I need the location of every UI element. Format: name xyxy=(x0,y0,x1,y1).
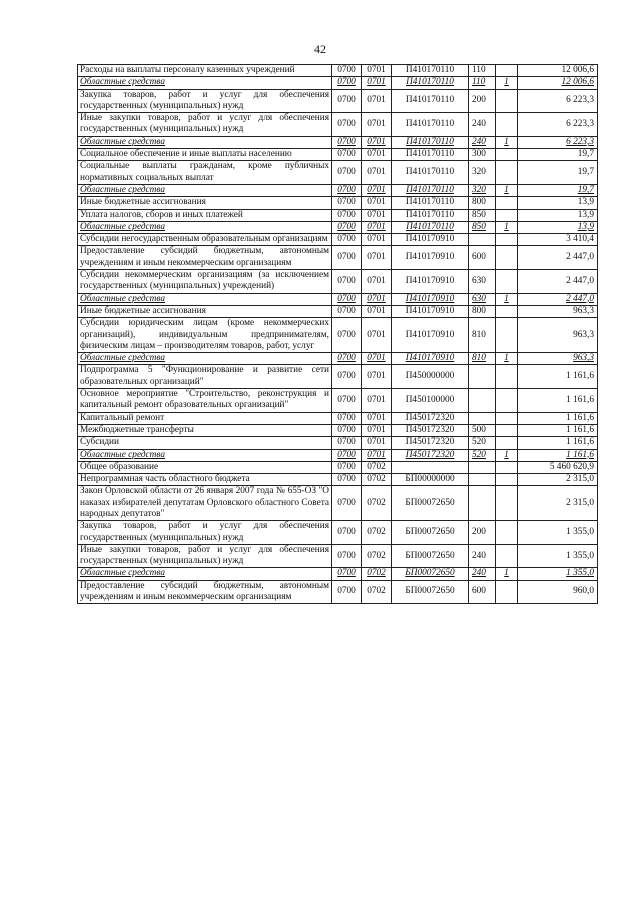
source-cell xyxy=(496,318,518,353)
expense-type-cell xyxy=(469,486,496,521)
expense-type-cell: 240 xyxy=(469,544,496,568)
section-code-cell: 0700 xyxy=(332,365,362,389)
expense-type-cell: 800 xyxy=(469,197,496,209)
source-cell xyxy=(496,474,518,486)
table-row xyxy=(78,221,598,233)
table-row xyxy=(78,365,598,389)
subsection-code-cell: 0701 xyxy=(362,449,392,461)
amount-cell: 963,3 xyxy=(518,353,598,365)
amount-cell: 13,9 xyxy=(518,197,598,209)
source-cell xyxy=(496,209,518,221)
target-article-cell: П410170110 xyxy=(392,197,469,209)
section-code-cell: 0700 xyxy=(332,449,362,461)
row-name-cell: Областные средства xyxy=(78,568,332,580)
subsection-code-cell: 0702 xyxy=(362,568,392,580)
row-name-cell: Областные средства xyxy=(78,184,332,196)
section-code-cell: 0700 xyxy=(332,197,362,209)
section-code-cell: 0700 xyxy=(332,544,362,568)
expense-type-cell: 850 xyxy=(469,221,496,233)
section-code-cell: 0700 xyxy=(332,568,362,580)
row-name-cell: Расходы на выплаты персоналу казенных учреждений xyxy=(78,65,332,77)
row-name-cell: Иные закупки товаров, работ и услуг для обеспечения государственных (муниципальных) нужд xyxy=(78,113,332,137)
expense-type-cell xyxy=(469,389,496,413)
table-row xyxy=(78,568,598,580)
source-cell xyxy=(496,486,518,521)
table-row xyxy=(78,461,598,473)
amount-cell: 6 223,3 xyxy=(518,89,598,113)
expense-type-cell xyxy=(469,461,496,473)
expense-type-cell: 110 xyxy=(469,65,496,77)
amount-cell: 12 006,6 xyxy=(518,77,598,89)
target-article-cell: П450100000 xyxy=(392,389,469,413)
source-cell xyxy=(496,437,518,449)
section-code-cell: 0700 xyxy=(332,580,362,604)
source-cell xyxy=(496,412,518,424)
target-article-cell: П410170110 xyxy=(392,161,469,185)
section-code-cell: 0700 xyxy=(332,437,362,449)
source-cell: 1 xyxy=(496,293,518,305)
target-article-cell: П410170110 xyxy=(392,65,469,77)
amount-cell: 19,7 xyxy=(518,149,598,161)
expense-type-cell xyxy=(469,474,496,486)
expense-type-cell: 850 xyxy=(469,209,496,221)
expense-type-cell: 600 xyxy=(469,246,496,270)
expense-type-cell: 600 xyxy=(469,580,496,604)
subsection-code-cell: 0702 xyxy=(362,544,392,568)
source-cell: 1 xyxy=(496,184,518,196)
row-name-cell: Областные средства xyxy=(78,449,332,461)
amount-cell: 13,9 xyxy=(518,209,598,221)
target-article-cell: П410170110 xyxy=(392,77,469,89)
amount-cell: 19,7 xyxy=(518,184,598,196)
target-article-cell: П410170110 xyxy=(392,221,469,233)
row-name-cell: Закупка товаров, работ и услуг для обеспечения государственных (муниципальных) нужд xyxy=(78,521,332,545)
section-code-cell: 0700 xyxy=(332,412,362,424)
subsection-code-cell: 0701 xyxy=(362,293,392,305)
subsection-code-cell: 0701 xyxy=(362,149,392,161)
target-article-cell: П450172320 xyxy=(392,449,469,461)
subsection-code-cell: 0701 xyxy=(362,412,392,424)
subsection-code-cell: 0702 xyxy=(362,521,392,545)
subsection-code-cell: 0701 xyxy=(362,270,392,294)
section-code-cell: 0700 xyxy=(332,65,362,77)
subsection-code-cell: 0701 xyxy=(362,318,392,353)
subsection-code-cell: 0701 xyxy=(362,89,392,113)
target-article-cell: П410170110 xyxy=(392,184,469,196)
subsection-code-cell: 0701 xyxy=(362,437,392,449)
section-code-cell: 0700 xyxy=(332,389,362,413)
source-cell xyxy=(496,234,518,246)
source-cell xyxy=(496,389,518,413)
row-name-cell: Капитальный ремонт xyxy=(78,412,332,424)
table-row xyxy=(78,136,598,148)
expense-type-cell: 240 xyxy=(469,136,496,148)
section-code-cell: 0700 xyxy=(332,221,362,233)
amount-cell: 963,3 xyxy=(518,305,598,317)
amount-cell: 6 223,3 xyxy=(518,136,598,148)
expense-type-cell xyxy=(469,412,496,424)
subsection-code-cell: 0701 xyxy=(362,161,392,185)
amount-cell: 963,3 xyxy=(518,318,598,353)
target-article-cell: П410170910 xyxy=(392,234,469,246)
row-name-cell: Субсидии негосударственным образовательным организациям xyxy=(78,234,332,246)
section-code-cell: 0700 xyxy=(332,461,362,473)
section-code-cell: 0700 xyxy=(332,136,362,148)
table-row xyxy=(78,389,598,413)
amount-cell: 12 006,6 xyxy=(518,65,598,77)
table-row xyxy=(78,197,598,209)
table-row xyxy=(78,77,598,89)
subsection-code-cell: 0701 xyxy=(362,365,392,389)
row-name-cell: Закупка товаров, работ и услуг для обеспечения государственных (муниципальных) нужд xyxy=(78,89,332,113)
row-name-cell: Предоставление субсидий бюджетным, автономным учреждениям и иным некоммерческим организациям xyxy=(78,580,332,604)
source-cell xyxy=(496,270,518,294)
table-row xyxy=(78,234,598,246)
target-article-cell: П410170110 xyxy=(392,149,469,161)
subsection-code-cell: 0702 xyxy=(362,486,392,521)
table-row xyxy=(78,353,598,365)
table-row xyxy=(78,209,598,221)
section-code-cell: 0700 xyxy=(332,209,362,221)
table-row xyxy=(78,449,598,461)
expense-type-cell: 810 xyxy=(469,353,496,365)
row-name-cell: Субсидии некоммерческим организациям (за исключением государственных (муниципальных) учреждений) xyxy=(78,270,332,294)
subsection-code-cell: 0701 xyxy=(362,353,392,365)
row-name-cell: Основное мероприятие "Строительство, реконструкция и капитальный ремонт образовательных организаций" xyxy=(78,389,332,413)
section-code-cell: 0700 xyxy=(332,353,362,365)
table-row xyxy=(78,486,598,521)
amount-cell: 1 355,0 xyxy=(518,521,598,545)
table-row xyxy=(78,65,598,77)
subsection-code-cell: 0701 xyxy=(362,184,392,196)
target-article-cell: П450172320 xyxy=(392,424,469,436)
target-article-cell: БП00072650 xyxy=(392,568,469,580)
expense-type-cell: 240 xyxy=(469,113,496,137)
row-name-cell: Подпрограмма 5 "Функционирование и развитие сети образовательных организаций" xyxy=(78,365,332,389)
expense-type-cell: 300 xyxy=(469,149,496,161)
amount-cell: 1 161,6 xyxy=(518,389,598,413)
amount-cell: 2 315,0 xyxy=(518,474,598,486)
subsection-code-cell: 0701 xyxy=(362,197,392,209)
amount-cell: 3 410,4 xyxy=(518,234,598,246)
budget-table xyxy=(77,64,598,604)
subsection-code-cell: 0701 xyxy=(362,77,392,89)
row-name-cell: Иные закупки товаров, работ и услуг для обеспечения государственных (муниципальных) нужд xyxy=(78,544,332,568)
source-cell xyxy=(496,161,518,185)
source-cell: 1 xyxy=(496,353,518,365)
target-article-cell: П450172320 xyxy=(392,437,469,449)
subsection-code-cell: 0701 xyxy=(362,113,392,137)
row-name-cell: Общее образование xyxy=(78,461,332,473)
row-name-cell: Областные средства xyxy=(78,136,332,148)
target-article-cell xyxy=(392,461,469,473)
section-code-cell: 0700 xyxy=(332,521,362,545)
row-name-cell: Предоставление субсидий бюджетным, автономным учреждениям и иным некоммерческим организациям xyxy=(78,246,332,270)
amount-cell: 960,0 xyxy=(518,580,598,604)
source-cell: 1 xyxy=(496,77,518,89)
amount-cell: 1 161,6 xyxy=(518,412,598,424)
amount-cell: 2 447,0 xyxy=(518,270,598,294)
source-cell xyxy=(496,580,518,604)
subsection-code-cell: 0701 xyxy=(362,424,392,436)
table-row xyxy=(78,521,598,545)
section-code-cell: 0700 xyxy=(332,89,362,113)
table-row xyxy=(78,437,598,449)
table-row xyxy=(78,318,598,353)
amount-cell: 19,7 xyxy=(518,161,598,185)
source-cell xyxy=(496,89,518,113)
source-cell xyxy=(496,113,518,137)
expense-type-cell: 200 xyxy=(469,89,496,113)
target-article-cell: П410170110 xyxy=(392,89,469,113)
row-name-cell: Непрограммная часть областного бюджета xyxy=(78,474,332,486)
row-name-cell: Закон Орловской области от 26 января 2007 года № 655-ОЗ "О наказах избирателей депутатам Орловского областного Совета народных депутатов" xyxy=(78,486,332,521)
row-name-cell: Социальные выплаты гражданам, кроме публичных нормативных социальных выплат xyxy=(78,161,332,185)
target-article-cell: П410170910 xyxy=(392,353,469,365)
table-row xyxy=(78,580,598,604)
section-code-cell: 0700 xyxy=(332,474,362,486)
section-code-cell: 0700 xyxy=(332,77,362,89)
target-article-cell: П450000000 xyxy=(392,365,469,389)
target-article-cell: П450172320 xyxy=(392,412,469,424)
target-article-cell: П410170910 xyxy=(392,293,469,305)
budget-table-body xyxy=(78,65,598,604)
expense-type-cell: 320 xyxy=(469,161,496,185)
row-name-cell: Областные средства xyxy=(78,353,332,365)
expense-type-cell: 630 xyxy=(469,270,496,294)
source-cell xyxy=(496,521,518,545)
amount-cell: 1 161,6 xyxy=(518,365,598,389)
source-cell: 1 xyxy=(496,568,518,580)
table-row xyxy=(78,544,598,568)
amount-cell: 1 161,6 xyxy=(518,424,598,436)
section-code-cell: 0700 xyxy=(332,486,362,521)
subsection-code-cell: 0701 xyxy=(362,65,392,77)
row-name-cell: Социальное обеспечение и иные выплаты населению xyxy=(78,149,332,161)
amount-cell: 13,9 xyxy=(518,221,598,233)
table-row xyxy=(78,424,598,436)
target-article-cell: П410170110 xyxy=(392,209,469,221)
source-cell: 1 xyxy=(496,449,518,461)
target-article-cell: П410170110 xyxy=(392,136,469,148)
source-cell: 1 xyxy=(496,221,518,233)
section-code-cell: 0700 xyxy=(332,305,362,317)
section-code-cell: 0700 xyxy=(332,161,362,185)
source-cell xyxy=(496,544,518,568)
source-cell xyxy=(496,424,518,436)
section-code-cell: 0700 xyxy=(332,149,362,161)
subsection-code-cell: 0702 xyxy=(362,580,392,604)
table-row xyxy=(78,149,598,161)
target-article-cell: БП00072650 xyxy=(392,544,469,568)
target-article-cell: П410170910 xyxy=(392,305,469,317)
expense-type-cell xyxy=(469,365,496,389)
section-code-cell: 0700 xyxy=(332,318,362,353)
source-cell xyxy=(496,197,518,209)
table-row xyxy=(78,412,598,424)
row-name-cell: Иные бюджетные ассигнования xyxy=(78,197,332,209)
source-cell xyxy=(496,365,518,389)
row-name-cell: Субсидии xyxy=(78,437,332,449)
section-code-cell: 0700 xyxy=(332,234,362,246)
source-cell: 1 xyxy=(496,136,518,148)
expense-type-cell: 240 xyxy=(469,568,496,580)
expense-type-cell xyxy=(469,234,496,246)
table-row xyxy=(78,305,598,317)
expense-type-cell: 520 xyxy=(469,437,496,449)
source-cell xyxy=(496,461,518,473)
table-row xyxy=(78,293,598,305)
source-cell xyxy=(496,305,518,317)
expense-type-cell: 630 xyxy=(469,293,496,305)
subsection-code-cell: 0701 xyxy=(362,246,392,270)
expense-type-cell: 200 xyxy=(469,521,496,545)
subsection-code-cell: 0701 xyxy=(362,221,392,233)
subsection-code-cell: 0701 xyxy=(362,389,392,413)
row-name-cell: Иные бюджетные ассигнования xyxy=(78,305,332,317)
source-cell xyxy=(496,246,518,270)
expense-type-cell: 320 xyxy=(469,184,496,196)
amount-cell: 1 355,0 xyxy=(518,568,598,580)
row-name-cell: Межбюджетные трансферты xyxy=(78,424,332,436)
expense-type-cell: 500 xyxy=(469,424,496,436)
amount-cell: 2 315,0 xyxy=(518,486,598,521)
section-code-cell: 0700 xyxy=(332,184,362,196)
section-code-cell: 0700 xyxy=(332,113,362,137)
source-cell xyxy=(496,65,518,77)
amount-cell: 1 161,6 xyxy=(518,437,598,449)
target-article-cell: П410170910 xyxy=(392,318,469,353)
section-code-cell: 0700 xyxy=(332,424,362,436)
section-code-cell: 0700 xyxy=(332,246,362,270)
row-name-cell: Уплата налогов, сборов и иных платежей xyxy=(78,209,332,221)
expense-type-cell: 520 xyxy=(469,449,496,461)
target-article-cell: П410170910 xyxy=(392,246,469,270)
amount-cell: 2 447,0 xyxy=(518,246,598,270)
table-row xyxy=(78,246,598,270)
amount-cell: 2 447,0 xyxy=(518,293,598,305)
expense-type-cell: 800 xyxy=(469,305,496,317)
subsection-code-cell: 0702 xyxy=(362,461,392,473)
table-row xyxy=(78,161,598,185)
subsection-code-cell: 0701 xyxy=(362,209,392,221)
table-row xyxy=(78,184,598,196)
target-article-cell: П410170910 xyxy=(392,270,469,294)
row-name-cell: Областные средства xyxy=(78,221,332,233)
amount-cell: 1 355,0 xyxy=(518,544,598,568)
source-cell xyxy=(496,149,518,161)
subsection-code-cell: 0701 xyxy=(362,305,392,317)
row-name-cell: Субсидии юридическим лицам (кроме некоммерческих организаций), индивидуальным предпринимателям, физическим лицам – производителям товаров, работ, услуг xyxy=(78,318,332,353)
amount-cell: 1 161,6 xyxy=(518,449,598,461)
amount-cell: 6 223,3 xyxy=(518,113,598,137)
section-code-cell: 0700 xyxy=(332,270,362,294)
table-row xyxy=(78,113,598,137)
expense-type-cell: 110 xyxy=(469,77,496,89)
target-article-cell: БП00072650 xyxy=(392,486,469,521)
target-article-cell: БП00000000 xyxy=(392,474,469,486)
subsection-code-cell: 0702 xyxy=(362,474,392,486)
table-row xyxy=(78,89,598,113)
table-row xyxy=(78,474,598,486)
target-article-cell: БП00072650 xyxy=(392,521,469,545)
row-name-cell: Областные средства xyxy=(78,77,332,89)
subsection-code-cell: 0701 xyxy=(362,136,392,148)
amount-cell: 5 460 620,9 xyxy=(518,461,598,473)
expense-type-cell: 810 xyxy=(469,318,496,353)
subsection-code-cell: 0701 xyxy=(362,234,392,246)
row-name-cell: Областные средства xyxy=(78,293,332,305)
section-code-cell: 0700 xyxy=(332,293,362,305)
target-article-cell: П410170110 xyxy=(392,113,469,137)
target-article-cell: БП00072650 xyxy=(392,580,469,604)
table-row xyxy=(78,270,598,294)
page-number: 42 xyxy=(314,42,326,56)
